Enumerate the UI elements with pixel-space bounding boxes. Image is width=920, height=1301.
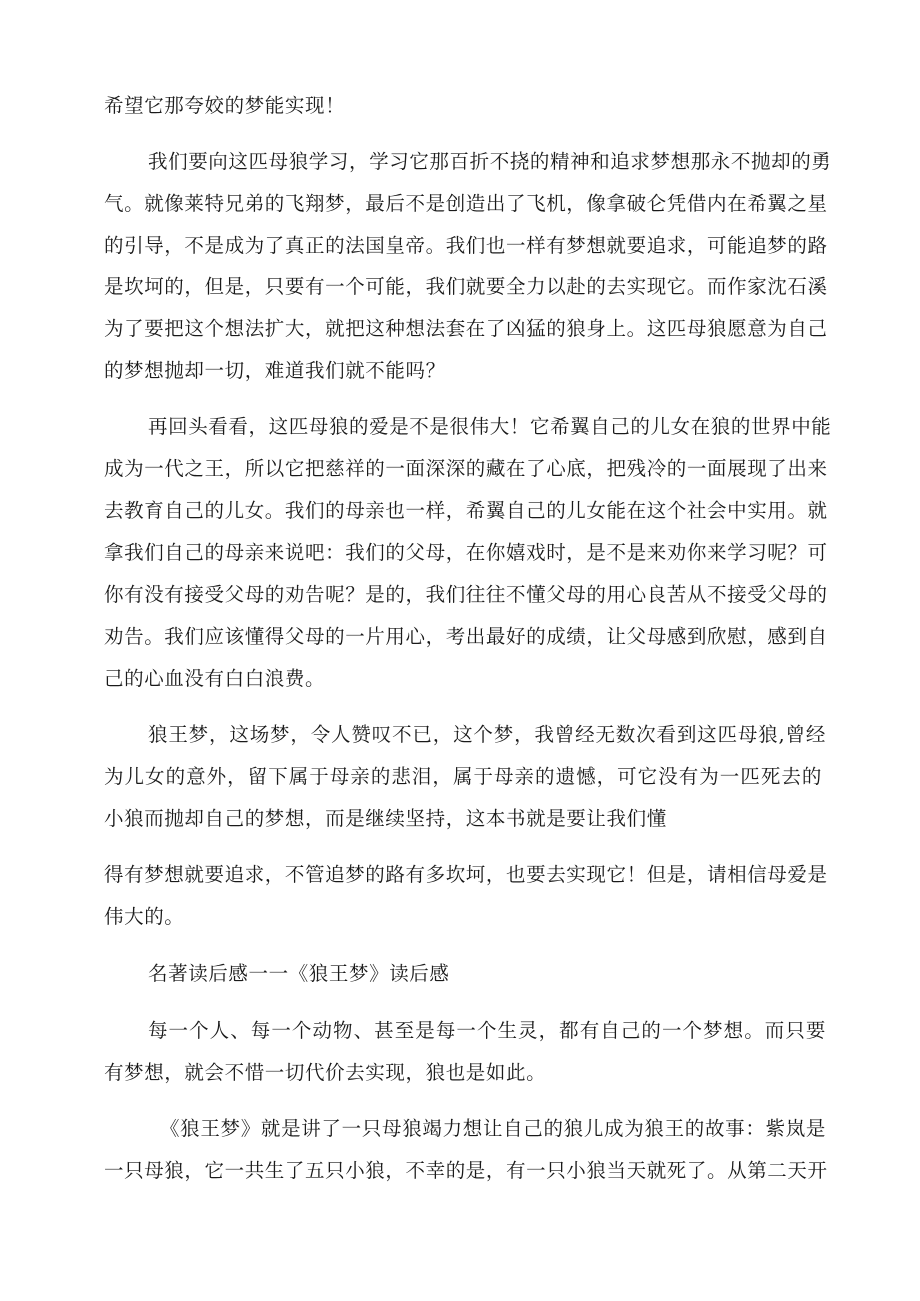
text-line: 拿我们自己的母亲来说吧：我们的父母，在你嬉戏时，是不是来劝你来学习呢？可: [104, 541, 828, 564]
text-line: 气。就像莱特兄弟的飞翔梦，最后不是创造出了飞机，像拿破仑凭借内在希翼之星: [104, 192, 828, 215]
text-line: 小狼而抛却自己的梦想，而是继续坚持，这本书就是要让我们懂: [104, 807, 667, 830]
text-line: 有梦想，就会不惜一切代价去实现，狼也是如此。: [104, 1061, 547, 1084]
text-line: 一只母狼，它一共生了五只小狼，不幸的是，有一只小狼当天就死了。从第二天开: [104, 1159, 828, 1182]
text-line: 伟大的。: [104, 905, 185, 928]
text-line: 的引导，不是成为了真正的法国皇帝。我们也一样有梦想就要追求，可能追梦的路: [104, 234, 828, 257]
text-line: 得有梦想就要追求，不管追梦的路有多坎坷，也要去实现它！但是，请相信母爱是: [104, 863, 828, 886]
text-line: 我们要向这匹母狼学习，学习它那百折不挠的精神和追求梦想那永不抛却的勇: [148, 150, 832, 173]
text-line: 再回头看看，这匹母狼的爱是不是很伟大！它希翼自己的儿女在狼的世界中能: [148, 415, 832, 438]
text-line: 为儿女的意外，留下属于母亲的悲泪，属于母亲的遗憾，可它没有为一匹死去的: [104, 765, 822, 788]
text-line: 狼王梦，这场梦，令人赞叹不已，这个梦，我曾经无数次看到这匹母狼,曾经: [148, 723, 826, 746]
text-line: 成为一代之王，所以它把慈祥的一面深深的藏在了心底，把残冷的一面展现了出来: [104, 457, 828, 480]
text-line: 每一个人、每一个动物、甚至是每一个生灵，都有自己的一个梦想。而只要: [148, 1019, 826, 1042]
text-line: 《狼王梦》就是讲了一只母狼竭力想让自己的狼儿成为狼王的故事：紫岚是: [160, 1117, 826, 1140]
text-line: 希望它那夸姣的梦能实现！: [104, 94, 346, 117]
text-line: 你有没有接受父母的劝告呢？是的，我们往往不懂父母的用心良苦从不接受父母的: [104, 583, 828, 606]
text-line: 去教育自己的儿女。我们的母亲也一样，希翼自己的儿女能在这个社会中实用。就: [104, 499, 828, 522]
text-line: 劝告。我们应该懂得父母的一片用心，考出最好的成绩，让父母感到欣慰，感到自: [104, 625, 828, 648]
text-line: 为了要把这个想法扩大，就把这种想法套在了凶猛的狼身上。这匹母狼愿意为自己: [104, 317, 828, 340]
section-heading: 名著读后感一一《狼王梦》读后感: [148, 962, 450, 985]
text-line: 己的心血没有白白浪费。: [104, 667, 326, 690]
text-line: 的梦想抛却一切，难道我们就不能吗？: [104, 359, 446, 382]
text-line: 是坎坷的，但是，只要有一个可能，我们就要全力以赴的去实现它。而作家沈石溪: [104, 275, 828, 298]
